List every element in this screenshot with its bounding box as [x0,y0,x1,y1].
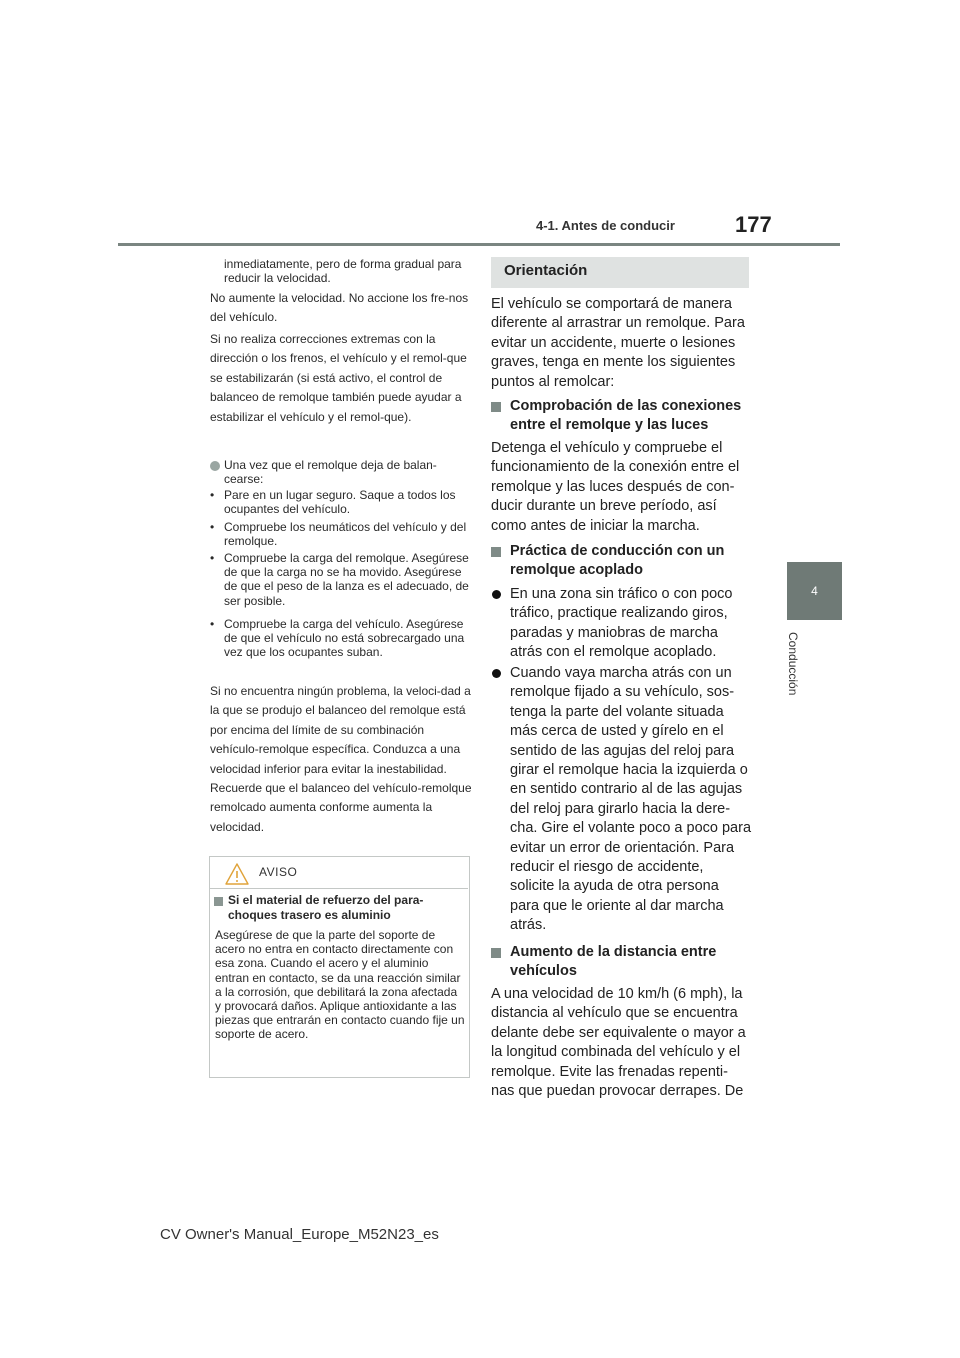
section-title: 4-1. Antes de conducir [536,218,675,233]
section-heading: Orientación [504,262,588,279]
paragraph-intro: El vehículo se comportará de manera diferente al arrastrar un remolque. Para evitar un accidente, muerte o lesiones graves, tenga en mente los siguientes puntos al remolcar: [491,296,745,390]
subheading-marker [491,948,501,958]
list-item-text: Compruebe los neumáticos del vehículo y del remolque. [224,520,467,549]
paragraph-correcciones: Si no realiza correcciones extremas con la dirección o los frenos, el vehículo y el remol-que se estabilizarán (si está activo, el control de balanceo de remolque también puede ayudar a estabilizar el vehículo y el remol-que). [210,332,467,424]
list-item-text: Pare en un lugar seguro. Saque a todos los ocupantes del vehículo. [224,488,456,517]
list-bullet: • [210,617,215,631]
intro-continuation: inmediatamente, pero de forma gradual para reducir la velocidad. [224,257,462,286]
list-item [210,617,472,660]
list-item-text: En una zona sin tráfico o con poco tráfico, practique realizando giros, paradas y maniobras de marcha atrás con el remolque acoplado. [510,586,733,661]
list-bullet: • [210,551,215,565]
paragraph-sin-problema: Si no encuentra ningún problema, la veloci-dad a la que se produjo el balanceo del remolque está por encima del límite de su combinación vehículo-remolque específica. Conduzca a una velocidad inferior para evitar la inestabilidad. Recuerde que el balanceo del vehículo-remolque remolcado aumenta conforme aumenta la velocidad. [210,684,472,834]
bullet-dot [492,669,501,678]
subheading-conexiones [491,397,751,436]
subheading-marker [491,402,501,412]
warning-triangle-icon [225,863,249,885]
chapter-tab[interactable] [787,562,842,620]
list-item [491,585,751,663]
header-divider [118,243,840,246]
chapter-tab-number: 4 [811,584,818,598]
subheading-practica [491,542,751,581]
list-bullet: • [210,488,215,502]
subheading-text: Aumento de la distancia entre vehículos [510,944,717,980]
chapter-label-text: Conducción [786,632,800,696]
warning-title: AVISO [259,865,298,879]
bullet-balanceo: Una vez que el remolque deja de balan-cearse: [224,458,437,487]
footer-text: CV Owner's Manual_Europe_M52N23_es [160,1226,439,1243]
list-item [210,488,472,516]
warning-subtitle-marker [214,897,223,906]
list-item-text: Compruebe la carga del vehículo. Asegúrese de que el vehículo no está sobrecargado una vez que los ocupantes suban. [224,617,465,660]
subheading-marker [491,547,501,557]
subheading-text: Comprobación de las conexiones entre el remolque y las luces [510,398,742,434]
list-item [491,664,751,936]
list-bullet: • [210,520,215,534]
chapter-label [786,632,804,712]
subheading-distancia [491,943,751,982]
list-item [210,551,472,608]
bullet-dot [210,461,220,471]
list-item-text: Compruebe la carga del remolque. Asegúrese de que la carga no se ha movido. Asegúrese de que el peso de la lanza es el adecuado, de ser posible. [224,551,469,608]
list-item-text: Cuando vaya marcha atrás con un remolque fijado a su vehículo, sos-tenga la parte del volante situada más cerca de usted y gírelo en el sentido de las agujas del reloj para girar el remolque hacia la izquierda o en sentido contrario al de las agujas del reloj para girarlo hacia la dere-cha. Gire el volante poco a poco para evitar un error de orientación. Para reducir el riesgo de accidente, solicite la ayuda de otra persona para que le oriente al dar marcha atrás. [510,665,752,934]
bullet-dot [492,590,501,599]
paragraph-distancia: A una velocidad de 10 km/h (6 mph), la distancia al vehículo que se encuentra delante debe ser equivalente o mayor a la longitud combinada del vehículo y el remolque. Evite las frenadas repenti-nas que puedan provocar derrapes. De [491,986,746,1100]
page-number: 177 [735,212,772,237]
warning-subtitle: Si el material de refuerzo del para-choques trasero es aluminio [228,893,424,922]
list-item [210,520,472,548]
paragraph-no-acelerar: No aumente la velocidad. No accione los fre-nos del vehículo. [210,291,469,325]
paragraph-conexiones: Detenga el vehículo y compruebe el funcionamiento de la conexión entre el remolque y las luces después de con-ducir durante un breve período, así como antes de iniciar la marcha. [491,440,740,534]
warning-body: Asegúrese de que la parte del soporte de acero no entra en contacto directamente con esa zona. Cuando el acero y el aluminio entran en contacto, se da una reacción similar a la corrosión, que debilitará la zona afectada y provocará daños. Aplique antioxidante a las piezas que entrarán en contacto cuando fije un soporte de acero. [215,928,465,1042]
subheading-text: Práctica de conducción con un remolque acoplado [510,543,725,579]
